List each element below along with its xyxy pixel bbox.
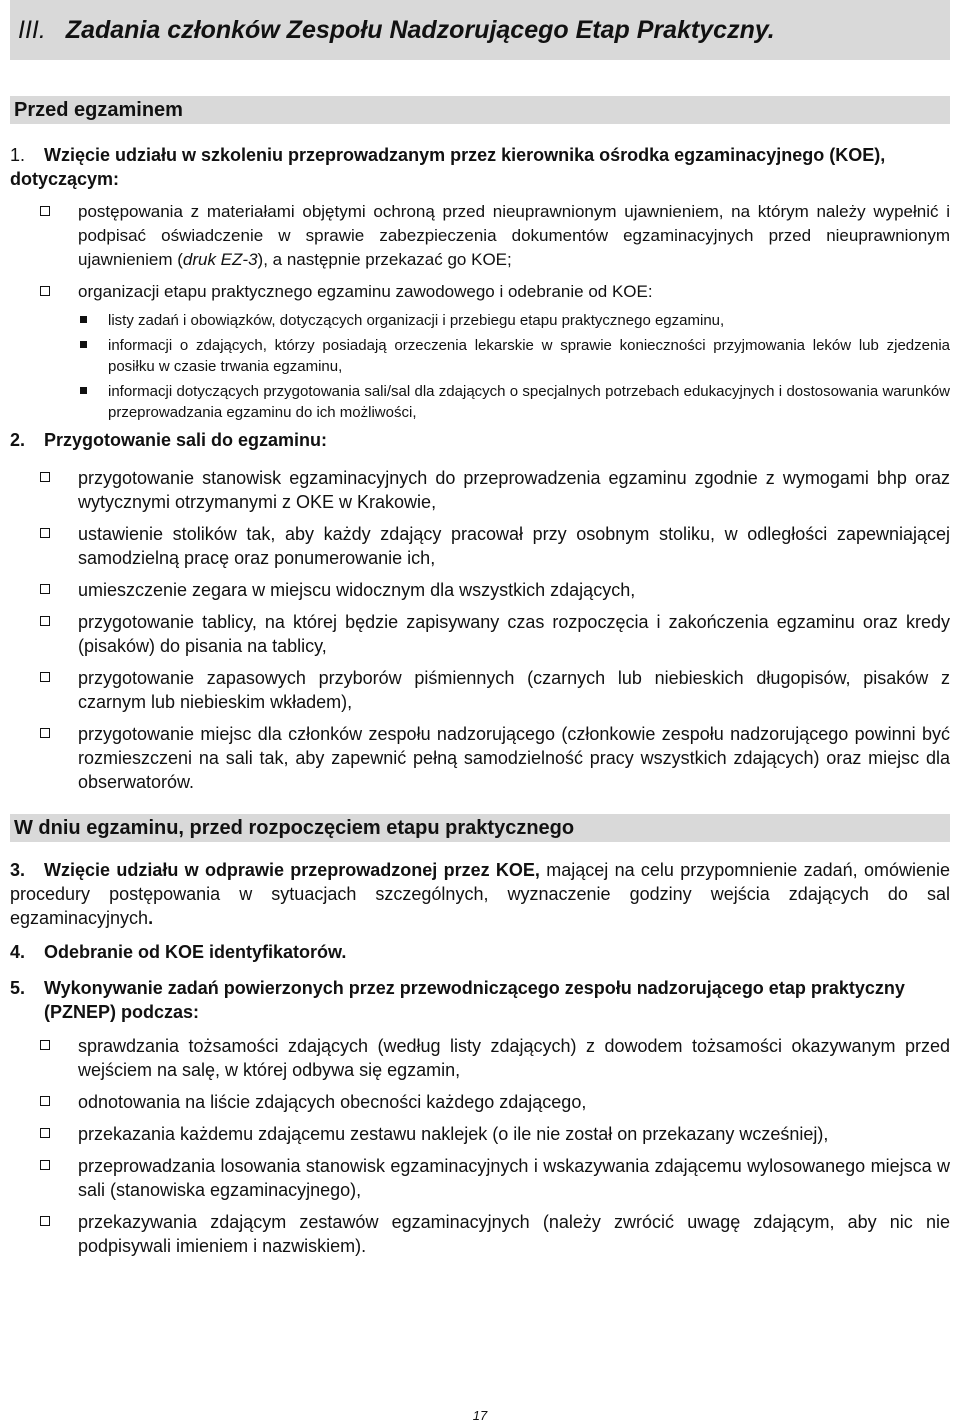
checkbox-bullet-icon	[40, 616, 50, 626]
checkbox-bullet-icon	[40, 584, 50, 594]
item-1	[10, 143, 950, 191]
checkbox-bullet-icon	[40, 472, 50, 482]
list-item: umieszczenie zegara w miejscu widocznym dla wszystkich zdających,	[10, 578, 950, 602]
list-item: ustawienie stolików tak, aby każdy zdający pracował przy osobnym stoliku, w odległości zapewniającej samodzielną pracę oraz ponumerowanie ich,	[10, 522, 950, 570]
list-item: przekazywania zdającym zestawów egzaminacyjnych (należy zwrócić uwagę zdającym, aby nic nie podpisywali imieniem i nazwiskiem).	[10, 1210, 950, 1258]
item-5	[10, 976, 950, 1024]
item-5-heading: 5. Wykonywanie zadań powierzonych przez przewodniczącego zespołu nadzorującego etap praktyczny (PZNEP) podczas:	[10, 978, 905, 1022]
checkbox-bullet-icon	[40, 672, 50, 682]
checkbox-bullet-icon	[40, 728, 50, 738]
item-2-bullets	[10, 466, 950, 794]
square-bullet-icon	[80, 341, 87, 348]
square-bullet-icon	[80, 387, 87, 394]
item-2	[10, 428, 950, 452]
checkbox-bullet-icon	[40, 286, 50, 296]
item-1-heading-text: Wzięcie udziału w szkoleniu przeprowadzanym przez kierownika ośrodka egzaminacyjnego (KOE), dotyczącym:	[10, 145, 886, 189]
sub-list-item: informacji dotyczących przygotowania sali/sal dla zdających o specjalnych potrzebach edukacyjnych i dostosowania warunków przeprowadzania egzaminu do ich możliwości,	[10, 381, 950, 423]
list-item: sprawdzania tożsamości zdających (według listy zdających) z dowodem tożsamości okazywanym przed wejściem na salę, w której odbywa się egzamin,	[10, 1034, 950, 1082]
list-item: przygotowanie tablicy, na której będzie zapisywany czas rozpoczęcia i zakończenia egzaminu oraz kredy (pisaków) do pisania na tablicy,	[10, 610, 950, 658]
checkbox-bullet-icon	[40, 528, 50, 538]
section-heading-exam-day: W dniu egzaminu, przed rozpoczęciem etapu praktycznego	[10, 814, 950, 842]
chapter-number: III.	[18, 16, 46, 44]
checkbox-bullet-icon	[40, 1040, 50, 1050]
item-2-number: 2.	[10, 430, 26, 450]
checkbox-bullet-icon	[40, 1216, 50, 1226]
item-4	[10, 940, 950, 964]
item-1-number: 1.	[10, 145, 26, 165]
checkbox-bullet-icon	[40, 1128, 50, 1138]
checkbox-bullet-icon	[40, 1160, 50, 1170]
item-4-text: 4. Odebranie od KOE identyfikatorów.	[10, 942, 347, 962]
item-5-number: 5.	[10, 978, 26, 998]
item-3	[10, 858, 950, 930]
item-3-text: 3. Wzięcie udziału w odprawie przeprowadzonej przez KOE, mającej na celu przypomnienie zadań, omówienie procedury postępowania w sytuacjach szczególnych, wyznaczenie godziny wejścia zdających do sal egzaminacyjnych.	[10, 860, 950, 928]
sub-list-item: informacji o zdających, którzy posiadają orzeczenia lekarskie w sprawie konieczności przyjmowania leków lub zjedzenia posiłku w czasie trwania egzaminu,	[10, 335, 950, 377]
page-number: 17	[472, 1408, 488, 1423]
item-4-number: 4.	[10, 942, 26, 962]
list-item: odnotowania na liście zdających obecności każdego zdającego,	[10, 1090, 950, 1114]
list-item: przeprowadzania losowania stanowisk egzaminacyjnych i wskazywania zdającemu wylosowanego miejsca w sali (stanowiska egzaminacyjnego),	[10, 1154, 950, 1202]
sub-list-item: listy zadań i obowiązków, dotyczących organizacji i przebiegu etapu praktycznego egzaminu,	[10, 310, 950, 331]
chapter-title-text: Zadania członków Zespołu Nadzorującego Etap Praktyczny.	[65, 16, 775, 44]
item-5-bullets	[10, 1034, 950, 1258]
checkbox-bullet-icon	[40, 1096, 50, 1106]
item-1-heading	[10, 143, 950, 191]
item-1-bullets	[10, 200, 950, 423]
list-item: przekazania każdemu zdającemu zestawu naklejek (o ile nie został on przekazany wcześniej),	[10, 1122, 950, 1146]
list-item: postępowania z materiałami objętymi ochroną przed nieuprawnionym ujawnieniem, na którym należy wypełnić i podpisać oświadczenie w sprawie zabezpieczenia dokumentów egzaminacyjnych przed nieuprawnionym ujawnieniem (druk EZ-3), a następnie przekazać go KOE;	[10, 200, 950, 272]
chapter-title	[10, 0, 950, 60]
checkbox-bullet-icon	[40, 206, 50, 216]
list-item: organizacji etapu praktycznego egzaminu zawodowego i odebranie od KOE:	[10, 280, 950, 304]
square-bullet-icon	[80, 316, 87, 323]
item-2-heading: 2. Przygotowanie sali do egzaminu:	[10, 430, 328, 450]
list-item: przygotowanie miejsc dla członków zespołu nadzorującego (członkowie zespołu nadzorującego powinni być rozmieszczeni na sali tak, aby zapewnić pełną samodzielność pracy wszystkich zdających) oraz miejsc dla obserwatorów.	[10, 722, 950, 794]
item-3-number: 3.	[10, 860, 26, 880]
section-heading-before-exam: Przed egzaminem	[10, 96, 950, 124]
list-item: przygotowanie stanowisk egzaminacyjnych do przeprowadzenia egzaminu zgodnie z wymogami bhp oraz wytycznymi otrzymanymi z OKE w Krakowie,	[10, 466, 950, 514]
list-item: przygotowanie zapasowych przyborów piśmiennych (czarnych lub niebieskich długopisów, pisaków z czarnym lub niebieskim wkładem),	[10, 666, 950, 714]
